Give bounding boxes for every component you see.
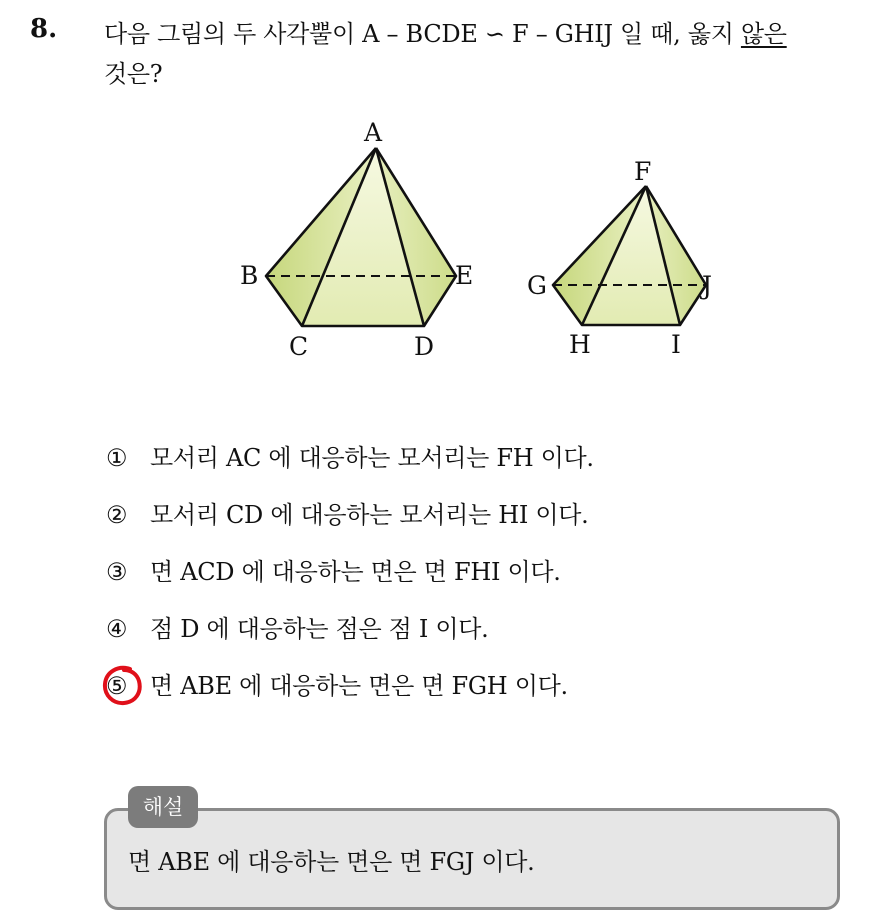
- option-5[interactable]: [106, 666, 568, 706]
- question-text-end: 것은?: [104, 60, 163, 88]
- question-number: 8.: [30, 14, 58, 44]
- question-text-main: 다음 그림의 두 사각뿔이 A – BCDE ∽ F – GHIJ 일 때, 옳지: [104, 20, 741, 48]
- option-mark: ②: [106, 501, 128, 529]
- label-b: B: [240, 261, 259, 290]
- option-mark: ③: [106, 558, 128, 586]
- answer-circle-icon: [100, 662, 148, 710]
- label-f: F: [634, 157, 652, 186]
- option-text: 모서리 AC 에 대응하는 모서리는 FH 이다.: [150, 444, 594, 472]
- question-underlined-word: 않은: [740, 20, 787, 48]
- option-2[interactable]: [106, 495, 589, 535]
- pyramids-figure: [0, 0, 884, 420]
- option-mark: ①: [106, 444, 128, 472]
- label-e: E: [455, 261, 474, 290]
- label-h: H: [569, 330, 591, 359]
- label-d: D: [414, 332, 435, 361]
- label-j: J: [702, 271, 713, 300]
- option-text: 면 ABE 에 대응하는 면은 면 FGH 이다.: [150, 672, 568, 700]
- option-mark: ⑤: [106, 672, 128, 700]
- label-c: C: [289, 332, 309, 361]
- explanation-tab: 해설: [128, 786, 198, 828]
- option-mark: ④: [106, 615, 128, 643]
- option-1[interactable]: [106, 438, 594, 478]
- option-3[interactable]: [106, 552, 561, 592]
- pyramid-fghij: [527, 157, 712, 359]
- option-text: 모서리 CD 에 대응하는 모서리는 HI 이다.: [150, 501, 589, 529]
- explanation-text: 면 ABE 에 대응하는 면은 면 FGJ 이다.: [128, 848, 535, 876]
- option-4[interactable]: [106, 609, 488, 649]
- label-i: I: [671, 330, 681, 359]
- pyramid-abcde: [240, 118, 473, 361]
- option-text: 면 ACD 에 대응하는 면은 면 FHI 이다.: [150, 558, 561, 586]
- label-a: A: [364, 118, 383, 147]
- option-text: 점 D 에 대응하는 점은 점 I 이다.: [150, 615, 489, 643]
- label-g: G: [527, 271, 547, 300]
